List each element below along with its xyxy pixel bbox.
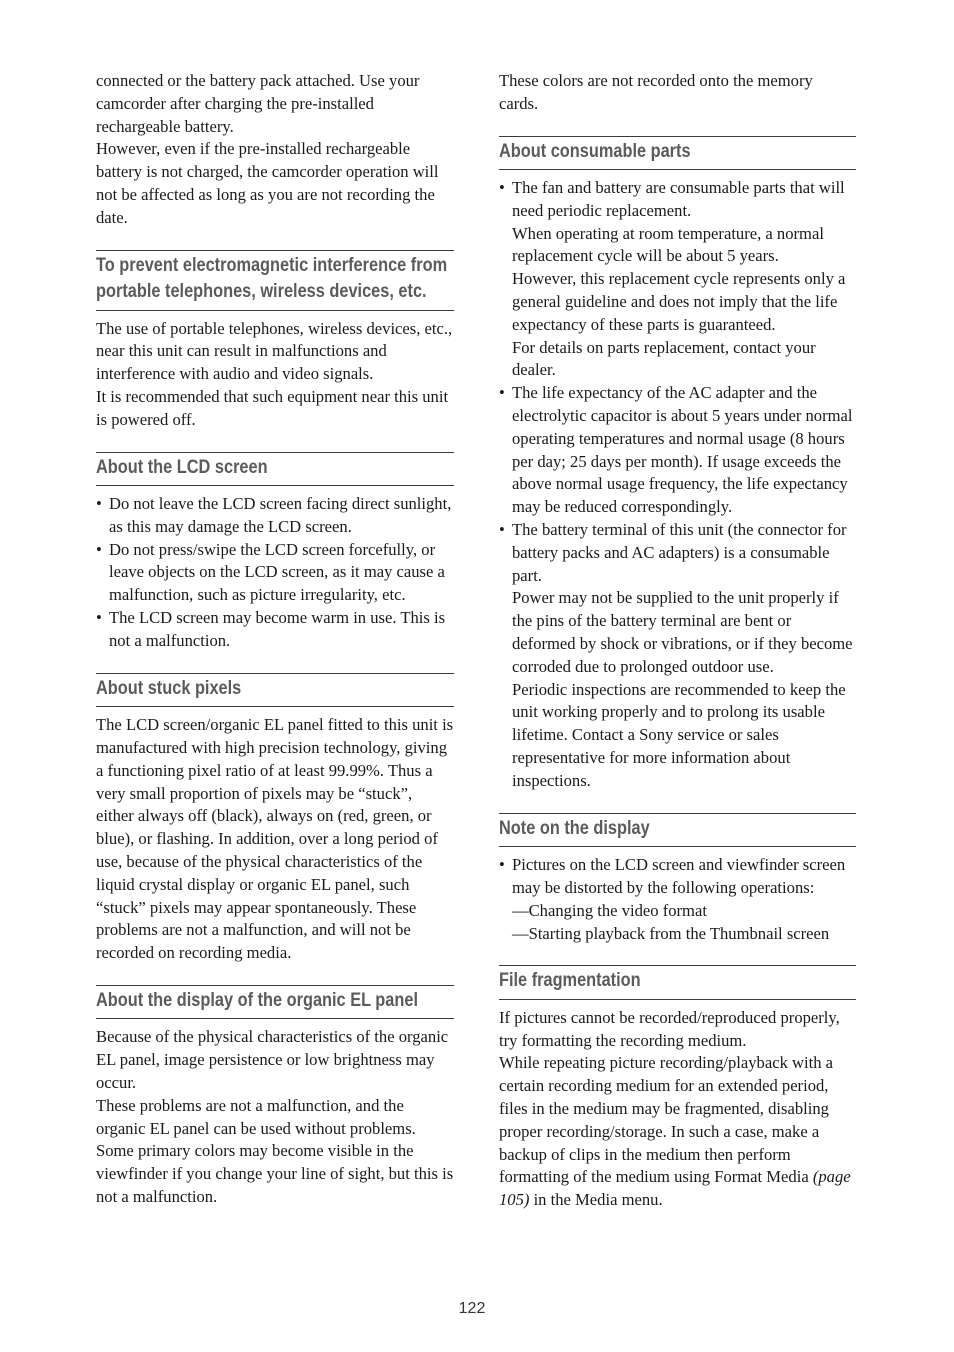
lcd-bullet-3: • The LCD screen may become warm in use. This is not a malfunction. [96, 607, 454, 653]
section-lcd-screen [96, 452, 454, 653]
left-column [96, 70, 454, 1209]
heading-file-fragmentation: File fragmentation [499, 970, 641, 992]
fragmentation-text-end: in the Media menu. [529, 1190, 663, 1210]
fragmentation-paragraph-2 [499, 1052, 856, 1212]
intro-paragraph-2: However, even if the pre-installed rechargeable battery is not charged, the camcorder operation will not be affected as long as you are not recording the date. [96, 139, 439, 227]
section-heading [499, 965, 856, 1000]
section-electromagnetic [96, 250, 454, 432]
consumable-bullet-3-sub-1: Power may not be supplied to the unit properly if the pins of the battery terminal are bent or deformed by shock or vibrations, or if they become corroded due to prolonged outdoor use. [512, 588, 853, 676]
lcd-bullet-list [96, 493, 454, 653]
intro-paragraph-1: connected or the battery pack attached. Use your camcorder after charging the pre-installed rechargeable battery. [96, 71, 420, 136]
right-intro-paragraph: These colors are not recorded onto the memory cards. [499, 71, 813, 113]
heading-organic-el: About the display of the organic EL panel [96, 989, 418, 1011]
consumable-bullet-2 [499, 382, 856, 519]
organic-el-paragraph-1: Because of the physical characteristics of the organic EL panel, image persistence or low brightness may occur. [96, 1027, 449, 1092]
display-note-dash-2: —Starting playback from the Thumbnail screen [512, 923, 830, 943]
heading-lcd-screen: About the LCD screen [96, 456, 268, 478]
display-note-bullet-text: • Pictures on the LCD screen and viewfinder screen may be distorted by the following operations: [512, 855, 846, 897]
consumable-bullet-1-sub-3: For details on parts replacement, contact your dealer. [512, 337, 816, 380]
fragmentation-paragraph-1: If pictures cannot be recorded/reproduced properly, try formatting the recording medium. [499, 1007, 840, 1050]
consumable-bullet-2-main: • The life expectancy of the AC adapter and the electrolytic capacitor is about 5 years under normal operating temperatures and normal usage (8 hours per day; 25 days per month). If usage exceeds the above normal usage frequency, the life expectancy may be reduced correspondingly. [512, 383, 853, 517]
consumable-bullet-list [499, 177, 856, 793]
lcd-bullet-1: • Do not leave the LCD screen facing direct sunlight, as this may damage the LCD screen. [96, 493, 454, 539]
consumable-bullet-3-main: • The battery terminal of this unit (the connector for battery packs and AC adapters) is a consumable part. [512, 520, 847, 585]
lcd-bullet-2: • Do not press/swipe the LCD screen forcefully, or leave objects on the LCD screen, as it may cause a malfunction, such as picture irregularity, etc. [96, 539, 454, 607]
section-file-fragmentation [499, 965, 856, 1212]
page-number: 122 [458, 1300, 486, 1317]
page-reference-link[interactable]: (page 105) [499, 1167, 851, 1210]
consumable-bullet-1 [499, 177, 856, 382]
section-heading [96, 250, 454, 311]
heading-electromagnetic: To prevent electromagnetic interference from portable telephones, wireless devices, etc. [96, 254, 448, 303]
consumable-bullet-1-sub-1: When operating at room temperature, a normal replacement cycle will be about 5 years. [512, 223, 824, 266]
electromagnetic-paragraph-1: The use of portable telephones, wireless devices, etc., near this unit can result in malfunctions and interference with audio and video signals. [96, 318, 453, 384]
organic-el-paragraph-2: These problems are not a malfunction, and the organic EL panel can be used without problems. [96, 1095, 416, 1138]
fragmentation-text-start: While repeating picture recording/playback with a certain recording medium for an extended period, files in the medium may be fragmented, disabling proper recording/storage. In such a case, make a backup of clips in the medium then perform formatting of the medium using Format Media [499, 1053, 834, 1187]
section-heading [96, 985, 454, 1020]
heading-stuck-pixels: About stuck pixels [96, 677, 242, 699]
section-heading [499, 136, 856, 171]
section-organic-el [96, 985, 454, 1209]
consumable-bullet-3-sub-2: Periodic inspections are recommended to keep the unit working properly and to prolong its usable lifetime. Contact a Sony service or sales representative for more information about inspections. [512, 679, 846, 790]
section-heading [499, 813, 856, 848]
section-consumable-parts [499, 136, 856, 793]
organic-el-paragraph-3: Some primary colors may become visible in the viewfinder if you change your line of sight, but this is not a malfunction. [96, 1141, 454, 1206]
consumable-bullet-1-sub-2: However, this replacement cycle represents only a general guideline and does not imply that the life expectancy of these parts is guaranteed. [512, 269, 846, 334]
consumable-bullet-3 [499, 519, 856, 793]
section-display-note [499, 813, 856, 946]
section-heading [96, 673, 454, 708]
display-note-bullet [499, 854, 856, 945]
display-note-bullet-list [499, 854, 856, 945]
heading-consumable-parts: About consumable parts [499, 140, 691, 162]
section-stuck-pixels [96, 673, 454, 965]
right-column [499, 70, 856, 1212]
stuck-pixels-paragraph: The LCD screen/organic EL panel fitted to this unit is manufactured with high precision technology, giving a functioning pixel ratio of at least 99.99%. Thus a very small proportion of pixels may be “stuck”, either always off (black), always on (red, green, or blue), or flashing. In addition, over a long period of use, because of the physical characteristics of the liquid crystal display or organic EL panel, such “stuck” pixels may appear spontaneously. These problems are not a malfunction, and will not be recorded on recording media. [96, 715, 454, 963]
electromagnetic-paragraph-2: It is recommended that such equipment near this unit is powered off. [96, 386, 449, 429]
consumable-bullet-1-main: • The fan and battery are consumable parts that will need periodic replacement. [512, 178, 845, 220]
display-note-dash-1: —Changing the video format [512, 900, 707, 920]
heading-display-note: Note on the display [499, 817, 650, 839]
section-heading [96, 452, 454, 487]
